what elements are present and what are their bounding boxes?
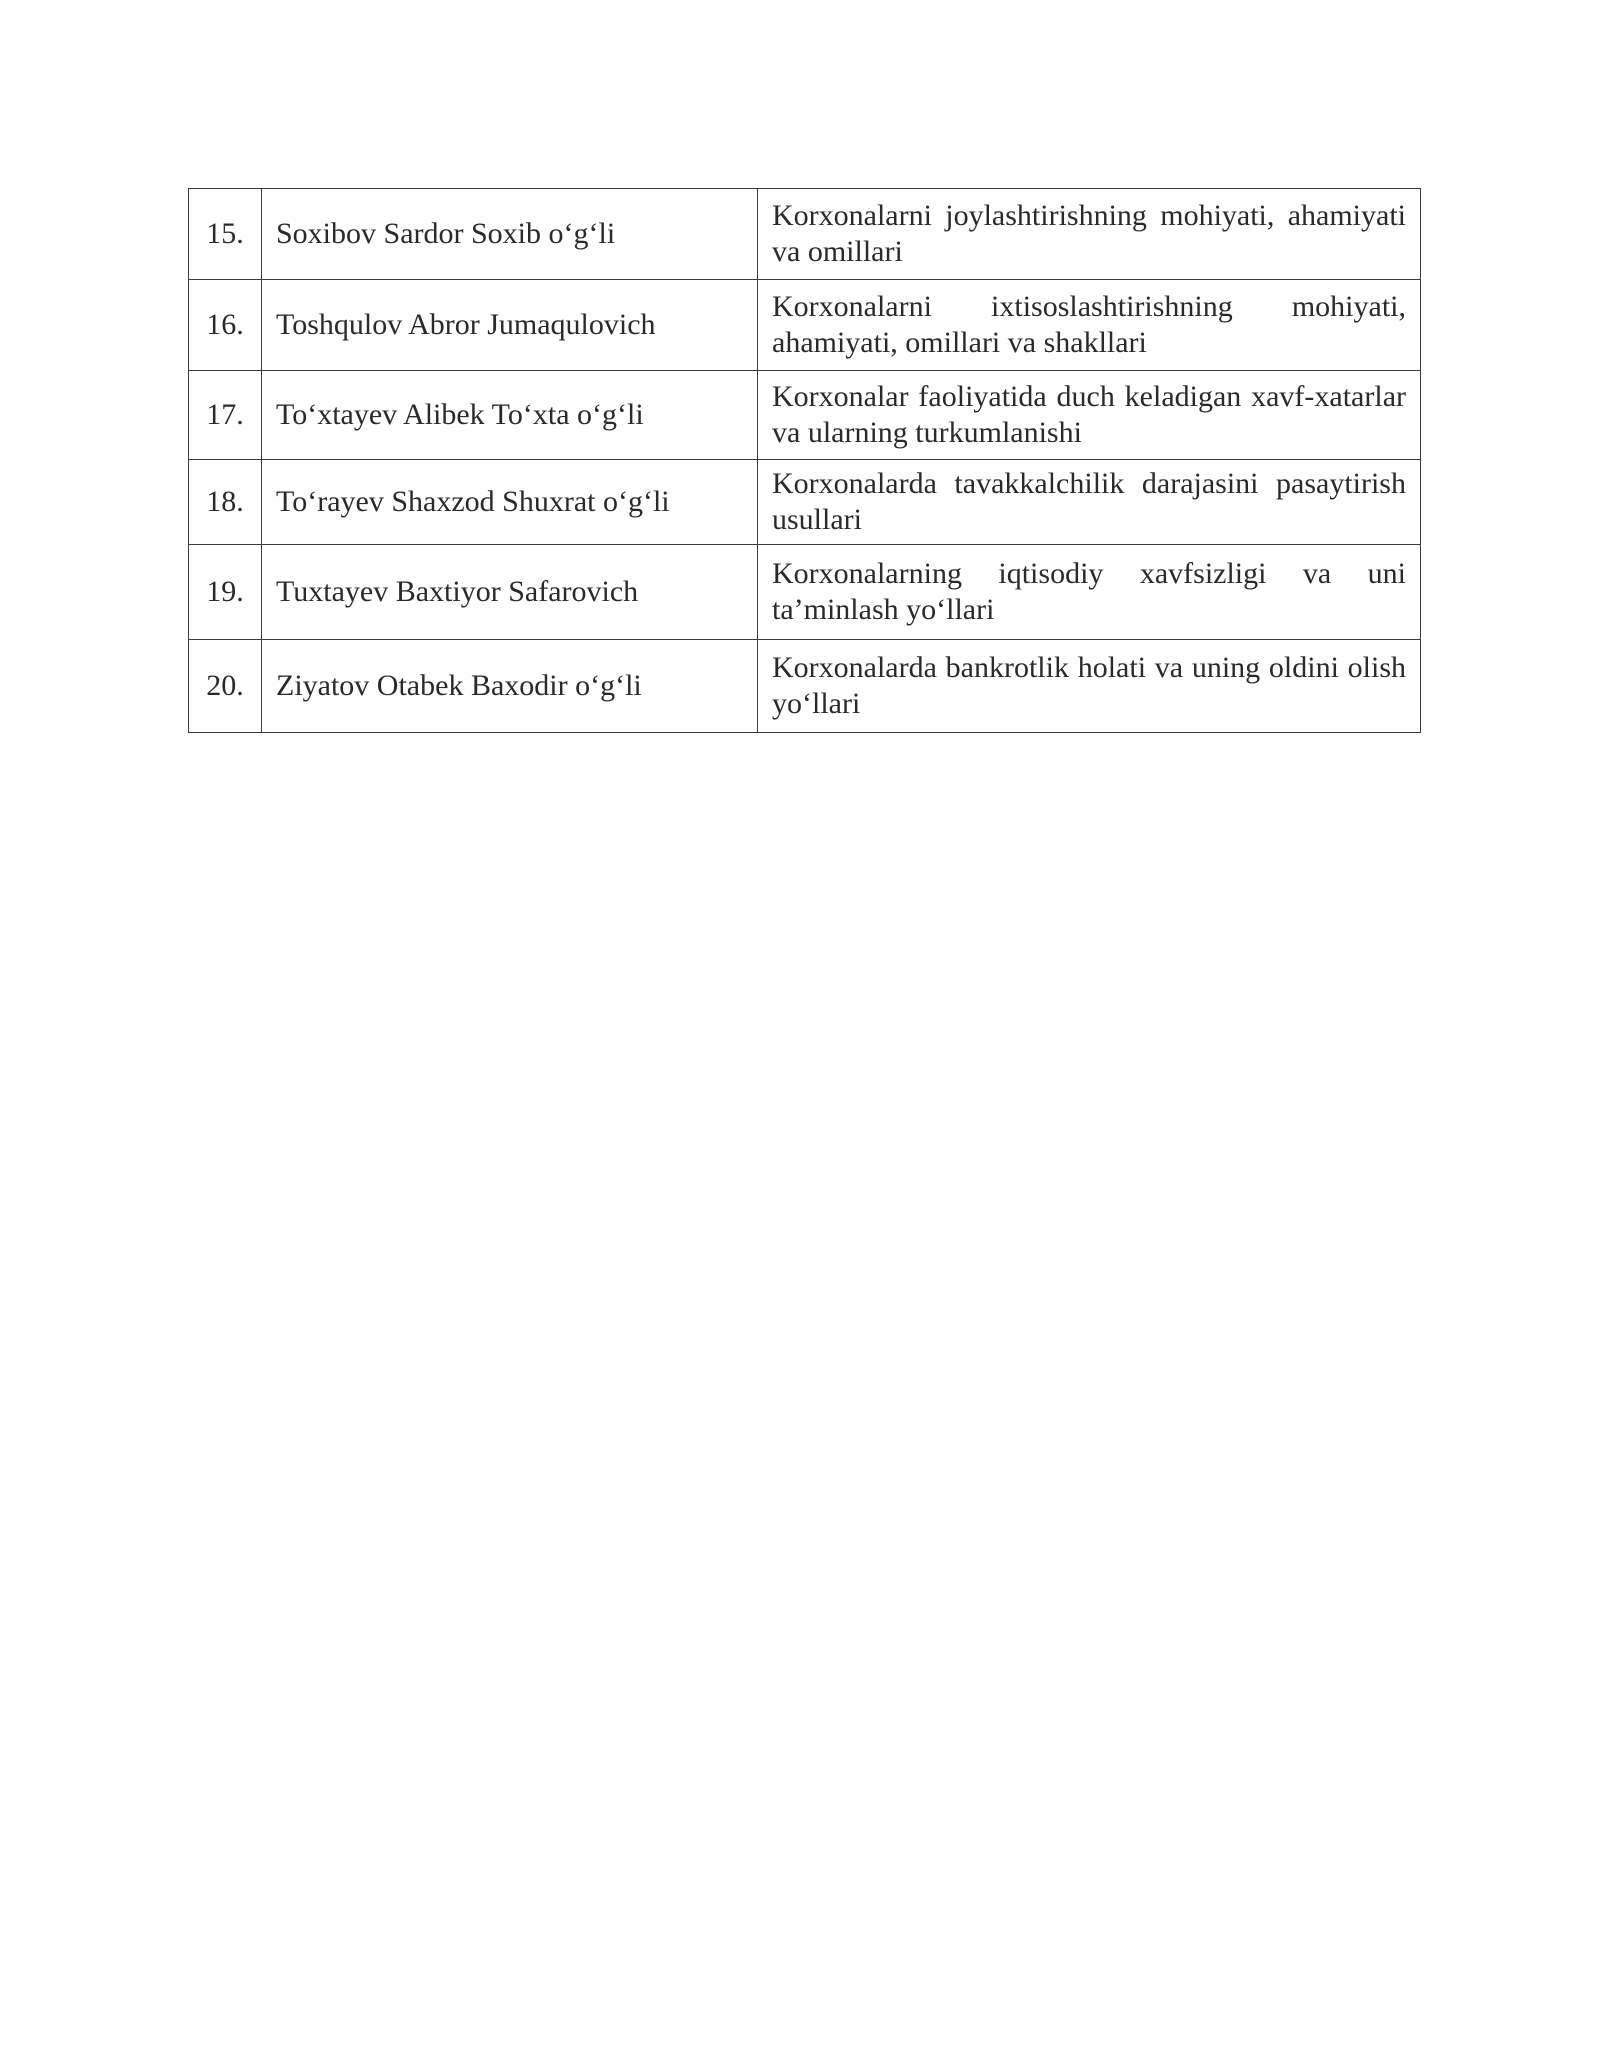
student-topics-table <box>188 188 1421 733</box>
student-name: Ziyatov Otabek Baxodir o‘g‘li <box>262 640 758 733</box>
student-name: Tuxtayev Baxtiyor Safarovich <box>262 545 758 640</box>
row-number: 17. <box>189 371 262 460</box>
row-number: 18. <box>189 460 262 545</box>
topic-title: Korxonalarda tavakkalchilik darajasini pasaytirish usullari <box>758 460 1421 545</box>
student-name: Toshqulov Abror Jumaqulovich <box>262 280 758 371</box>
row-number: 16. <box>189 280 262 371</box>
table-row <box>189 460 1421 545</box>
table-row <box>189 640 1421 733</box>
table-row <box>189 280 1421 371</box>
topic-title: Korxonalarni ixtisoslashtirishning mohiyati, ahamiyati, omillari va shakllari <box>758 280 1421 371</box>
row-number: 19. <box>189 545 262 640</box>
student-name: Soxibov Sardor Soxib o‘g‘li <box>262 189 758 280</box>
topic-title: Korxonalarda bankrotlik holati va uning oldini olish yo‘llari <box>758 640 1421 733</box>
row-number: 20. <box>189 640 262 733</box>
topic-title: Korxonalar faoliyatida duch keladigan xavf-xatarlar va ularning turkumlanishi <box>758 371 1421 460</box>
row-number: 15. <box>189 189 262 280</box>
table-row <box>189 545 1421 640</box>
student-name: To‘xtayev Alibek To‘xta o‘g‘li <box>262 371 758 460</box>
topic-title: Korxonalarning iqtisodiy xavfsizligi va uni ta’minlash yo‘llari <box>758 545 1421 640</box>
table-row <box>189 189 1421 280</box>
topic-title: Korxonalarni joylashtirishning mohiyati, ahamiyati va omillari <box>758 189 1421 280</box>
student-name: To‘rayev Shaxzod Shuxrat o‘g‘li <box>262 460 758 545</box>
table-row <box>189 371 1421 460</box>
